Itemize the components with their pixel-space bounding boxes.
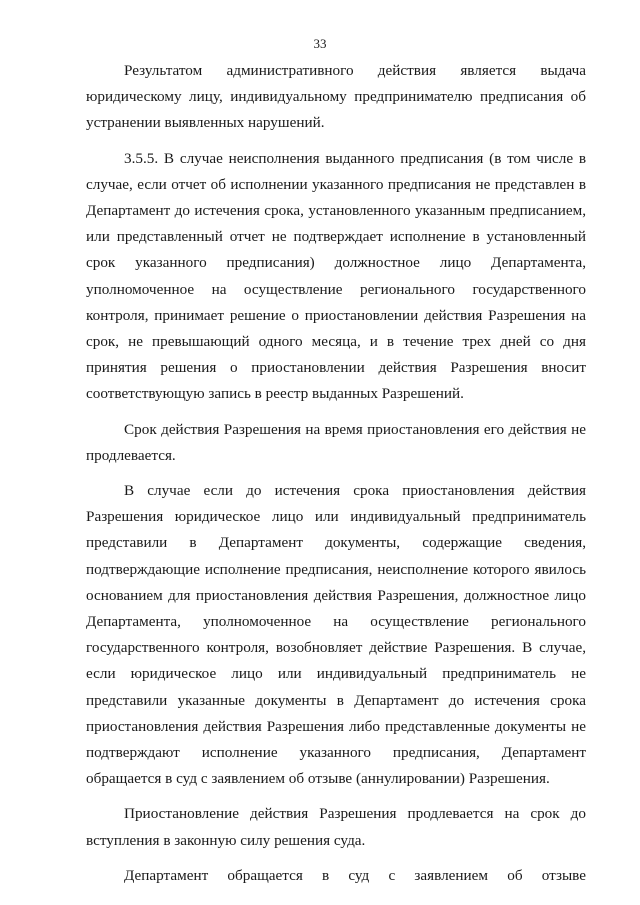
paragraph-term: Срок действия Разрешения на время приостановления его действия не продлевается. (86, 420, 586, 464)
document-body (86, 58, 586, 898)
paragraph-suspension-extension: Приостановление действия Разрешения продлевается на срок до вступления в законную силу решения суда. (86, 805, 586, 849)
page-number: 33 (313, 36, 327, 51)
paragraph-court-appeal: Департамент обращается в суд с заявлением об отзыве (124, 866, 586, 884)
paragraph-resumption: В случае если до истечения срока приостановления действия Разрешения юридическое лицо или индивидуальный предприниматель представили в Департамент документы, содержащие сведения, подтверждающие исполнение предписания, неисполнение которого явилось основанием для приостановления действия Разрешения, должностное лицо Департамента, уполномоченное на осуществление регионального государственного контроля, возобновляет действие Разрешения. В случае, если юридическое лицо или индивидуальный предприниматель не представили указанные документы в Департамент до истечения срока приостановления действия Разрешения либо представленные документы не подтверждают исполнение указанного предписания, Департамент обращается в суд с заявлением об отзыве (аннулировании) Разрешения. (86, 482, 586, 788)
paragraph-result: Результатом административного действия является выдача юридическому лицу, индивидуальному предпринимателю предписания об устранении выявленных нарушений. (86, 62, 586, 132)
paragraph-3-5-5: 3.5.5. В случае неисполнения выданного предписания (в том числе в случае, если отчет об исполнении указанного предписания не представлен в Департамент до истечения срока, установленного указанным предписанием, или представленный отчет не подтверждает исполнение в установленный срок указанного предписания) должностное лицо Департамента, уполномоченное на осуществление регионального государственного контроля, принимает решение о приостановлении действия Разрешения на срок, не превышающий одного месяца, и в течение трех дней со дня принятия решения о приостановлении действия Разрешения вносит соответствующую запись в реестр выданных Разрешений. (86, 149, 586, 403)
